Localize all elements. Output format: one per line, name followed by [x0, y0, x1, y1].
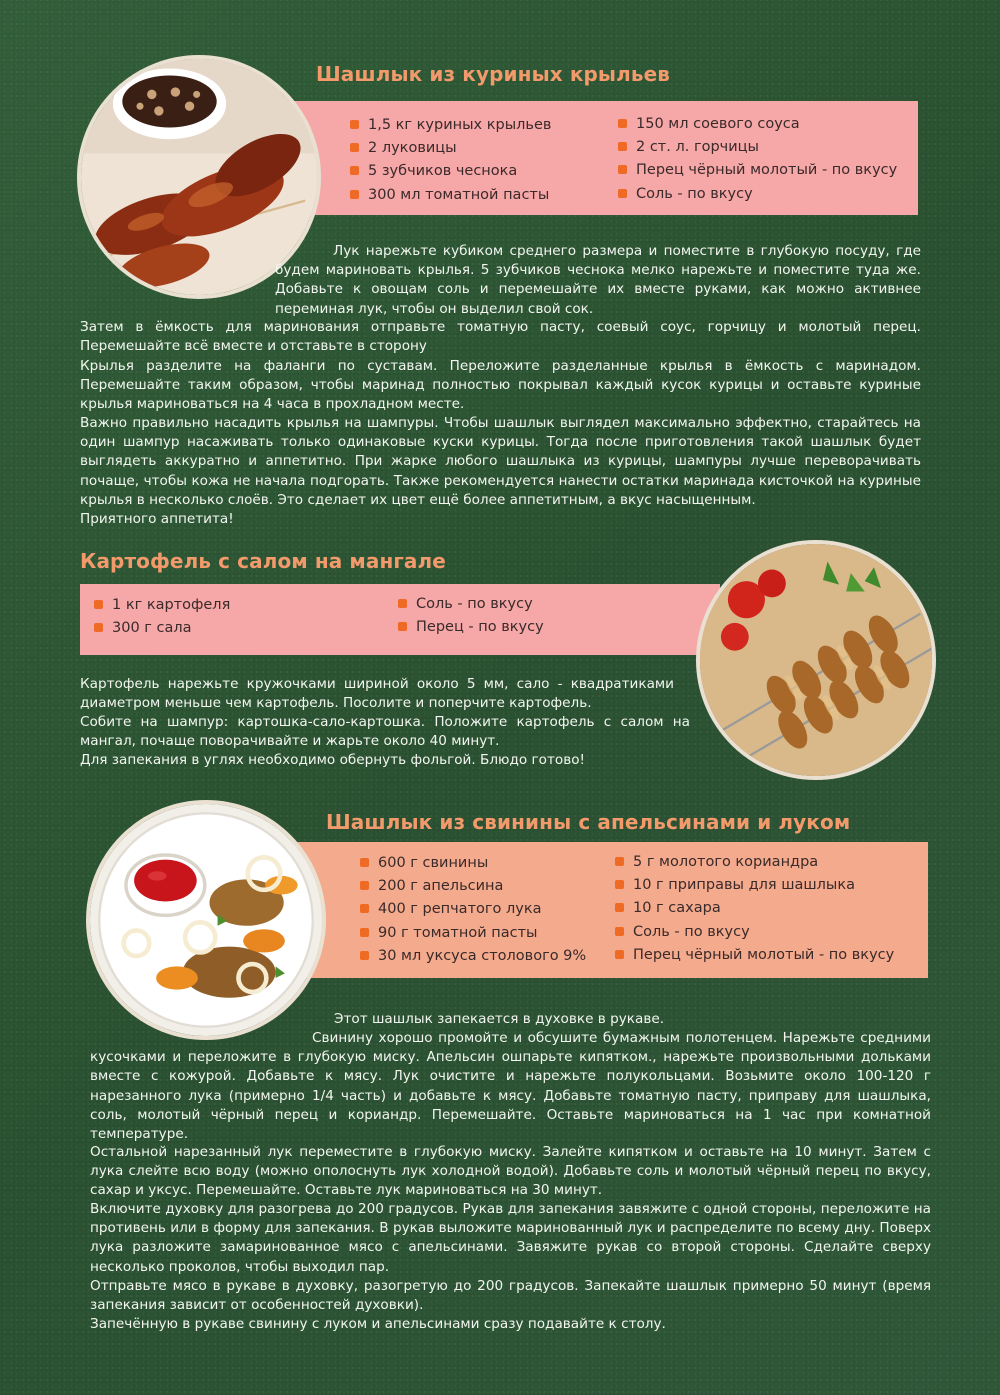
ingredients-list-chicken-left	[350, 114, 551, 207]
ingredient-item: 2 луковицы	[350, 137, 551, 160]
ingredient-item: 200 г апельсина	[360, 875, 586, 898]
ingredient-item: 5 зубчиков чеснока	[350, 160, 551, 183]
ingredients-list-potato-right	[398, 593, 544, 639]
ingredient-item: 1 кг картофеля	[94, 594, 230, 617]
recipe-paragraph: Крылья разделите на фаланги по суставам. Переложите разделанные крылья в ёмкость с маринадом. Перемешайте таким образом, чтобы маринад полностью покрывал каждый кусок курицы и оставьте куриные крылья мариноваться на 4 часа в прохладном месте.	[80, 358, 921, 413]
ingredients-list-potato-left	[94, 594, 230, 640]
ingredients-list-pork-right	[615, 851, 894, 967]
ingredient-item: 2 ст. л. горчицы	[618, 136, 897, 159]
recipe-paragraph: Приятного аппетита!	[80, 511, 234, 527]
recipe-paragraph: Свинину хорошо промойте и обсушите бумажным полотенцем. Нарежьте средними кусочками и переложите в глубокую миску. Апельсин ошпарьте кипятком., нарежьте произвольными дольками вместе с кожурой. Добавьте к мясу. Лук очистите и нарежьте полукольцами. Возьмите около 100-120 г нарезанного лука (примерно 1/4 часть) и добавьте к мясу. Добавьте томатную пасту, приправу для шашлыка, соль, молотый чёрный перец и кориандр. Перемешайте. Оставьте мариноваться на 1 час при комнатной температуре.	[90, 1030, 931, 1143]
ingredient-item: Перец чёрный молотый - по вкусу	[618, 159, 897, 182]
recipe-paragraph: Остальной нарезанный лук переместите в глубокую миску. Залейте кипятком и оставьте на 10 минут. Затем с лука слейте всю воду (можно ополоснуть лук холодной водой). Добавьте соль и молотый чёрный перец по вкусу, сахар и уксус. Перемешайте. Оставьте лук мариноваться на 30 минут.	[90, 1144, 931, 1199]
recipe-paragraph: Собите на шампур: картошка-сало-картошка. Положите картофель с салом на мангал, почаще поворачивайте и жарьте около 40 минут.	[80, 714, 690, 750]
ingredient-item: Соль - по вкусу	[618, 183, 897, 206]
recipe-paragraph: Запечённую в рукаве свинину с луком и апельсинами сразу подавайте к столу.	[90, 1316, 666, 1332]
potato-skewer-photo	[696, 540, 936, 780]
recipe-paragraph: Важно правильно насадить крылья на шампуры. Чтобы шашлык выглядел максимально эффектно, старайтесь на один шампур насаживать только одинаковые куски курицы. Тогда после приготовления такой шашлык будет выглядеть аккуратно и аппетитно. При жарке любого шашлыка из курицы, шампуры лучше переворачивать почаще, чтобы кожа не начала подгорать. Также рекомендуется нанести остатки маринада кисточкой на куриные крылья в несколько слоёв. Это сделает их цвет ещё более аппетитным, а вкус насыщенным.	[80, 415, 921, 508]
ingredient-item: 1,5 кг куриных крыльев	[350, 114, 551, 137]
recipe-paragraph: Затем в ёмкость для маринования отправьте томатную пасту, соевый соус, горчицу и молотый перец. Перемешайте всё вместе и отставьте в сторону	[80, 319, 921, 355]
recipe-paragraph: Картофель нарежьте кружочками шириной около 5 мм, сало - квадратиками диаметром меньше чем картофель. Посолите и поперчите картофель.	[80, 676, 674, 712]
ingredients-list-pork-left	[360, 852, 586, 968]
ingredient-item: 10 г приправы для шашлыка	[615, 874, 894, 897]
ingredients-list-chicken-right	[618, 113, 897, 206]
ingredient-item: 300 мл томатной пасты	[350, 184, 551, 207]
recipe-title-pork: Шашлык из свинины с апельсинами и луком	[326, 810, 851, 834]
ingredient-item: 10 г сахара	[615, 897, 894, 920]
ingredient-item: 400 г репчатого лука	[360, 898, 586, 921]
ingredient-item: Перец - по вкусу	[398, 616, 544, 639]
ingredient-item: 5 г молотого кориандра	[615, 851, 894, 874]
ingredient-item: Соль - по вкусу	[615, 921, 894, 944]
ingredient-item: Перец чёрный молотый - по вкусу	[615, 944, 894, 967]
ingredient-item: 90 г томатной пасты	[360, 922, 586, 945]
ingredient-item: 30 мл уксуса столового 9%	[360, 945, 586, 968]
ingredient-item: 300 г сала	[94, 617, 230, 640]
ingredient-item: 600 г свинины	[360, 852, 586, 875]
recipe-title-chicken: Шашлык из куриных крыльев	[316, 62, 671, 86]
recipe-paragraph: Этот шашлык запекается в духовке в рукаве.	[334, 1011, 665, 1027]
ingredient-item: 150 мл соевого соуса	[618, 113, 897, 136]
recipe-paragraph: Отправьте мясо в рукаве в духовку, разогретую до 200 градусов. Запекайте шашлык примерно 50 минут (время запекания зависит от особенностей духовки).	[90, 1278, 931, 1314]
recipe-paragraph: Для запекания в углях необходимо обернуть фольгой. Блюдо готово!	[80, 752, 585, 768]
ingredient-item: Соль - по вкусу	[398, 593, 544, 616]
recipe-paragraph: Включите духовку для разогрева до 200 градусов. Рукав для запекания завяжите с одной стороны, переложите на противень или в форму для запекания. В рукав выложите маринованный лук и распределите по всему дну. Поверх лука разложите замаринованное мясо с апельсинами. Завяжите рукав со второй стороны. Сделайте сверху несколько проколов, чтобы выходил пар.	[90, 1201, 931, 1275]
recipe-paragraph: Лук нарежьте кубиком среднего размера и поместите в глубокую посуду, где будем мариновать крылья. 5 зубчиков чеснока мелко нарежьте и поместите туда же. Добавьте к овощам соль и перемешайте их вместе руками, как можно активнее переминая лук, чтобы он выделил свой сок.	[275, 243, 921, 317]
recipe-title-potato: Картофель с салом на мангале	[80, 549, 446, 573]
pork-orange-photo	[86, 800, 326, 1040]
